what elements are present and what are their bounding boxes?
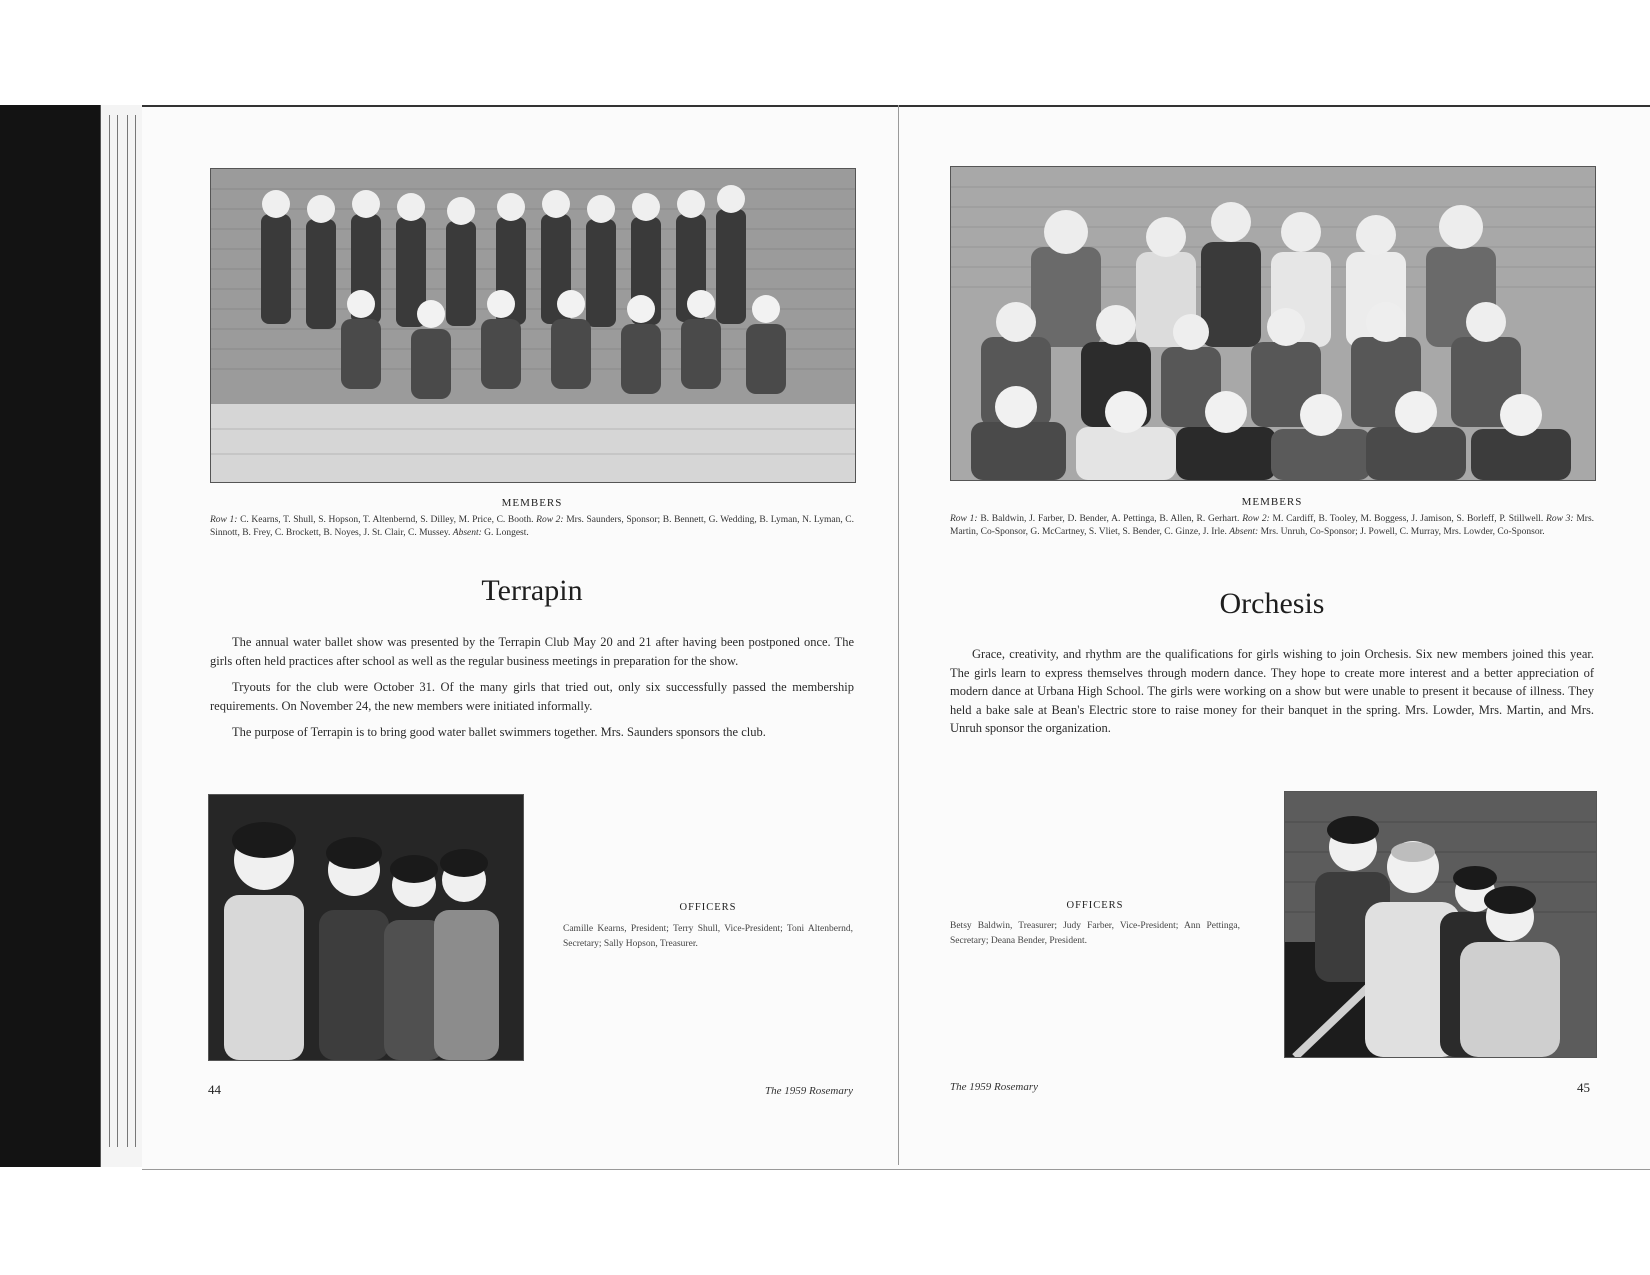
row3-label: Row 3: (1546, 514, 1574, 524)
row1-label: Row 1: (210, 515, 238, 525)
terrapin-title: Terrapin (481, 574, 583, 607)
absent-label: Absent: (452, 528, 482, 538)
row2-names: Mrs. Saunders, Sponsor; B. Bennett, G. Wedding, B. Lyman, N. Lyman, C. Sinnott, B. Frey, C. Brockett, B. Noyes, J. St. Clair, C. Mussey. (210, 515, 855, 538)
orchesis-officers-photo (1284, 791, 1597, 1058)
orchesis-officers-list: Betsy Baldwin, Treasurer; Judy Farber, Vice-President; Ann Pettinga, Secretary; Deana Bender, President. (950, 921, 1240, 946)
orchesis-body (950, 645, 1594, 746)
row1-names: B. Baldwin, J. Farber, D. Bender, A. Pettinga, B. Allen, R. Gerhart. (980, 514, 1240, 524)
orchesis-title: Orchesis (1219, 587, 1325, 620)
row1-label: Row 1: (950, 514, 978, 524)
right-running-footer: The 1959 Rosemary (950, 1081, 1038, 1093)
terrapin-body (210, 633, 854, 750)
terrapin-members-heading: MEMBERS (501, 497, 563, 509)
row2-label: Row 2: (1242, 514, 1270, 524)
terrapin-officers-heading: OFFICERS (679, 902, 737, 913)
terrapin-group-photo (210, 168, 856, 483)
row2-label: Row 2: (536, 515, 564, 525)
terrapin-officers-photo (208, 794, 524, 1061)
orchesis-paragraph-1: Grace, creativity, and rhythm are the qualifications for girls wishing to join Orchesis. Six new members joined this year. The girls learn to express themselves through modern dance. They hope to create more interest and a better appreciation of modern dance at Urbana High School. The girls were working on a show but were unable to present it because of illness. They held a bake sale at Bean's Electric store to raise money for their banquet in the spring. Mrs. Lowder, Mrs. Martin, and Mrs. Unruh sponsor the organization. (950, 647, 1594, 735)
orchesis-group-photo (950, 166, 1596, 481)
row1-names: C. Kearns, T. Shull, S. Hopson, T. Altenbernd, S. Dilley, M. Price, C. Booth. (240, 515, 534, 525)
absent-label: Absent: (1229, 527, 1259, 537)
orchesis-members-list (950, 513, 1594, 539)
right-page-number: 45 (1577, 1080, 1590, 1095)
scan-background (0, 105, 110, 1167)
absent-names: Mrs. Unruh, Co-Sponsor; J. Powell, C. Murray, Mrs. Lowder, Co-Sponsor. (1260, 527, 1545, 537)
left-page-number: 44 (208, 1082, 221, 1097)
terrapin-members-list (210, 514, 854, 540)
absent-names: G. Longest. (484, 528, 529, 538)
orchesis-members-heading: MEMBERS (1241, 496, 1303, 508)
terrapin-paragraph-3: The purpose of Terrapin is to bring good water ballet swimmers together. Mrs. Saunders sponsors the club. (232, 725, 766, 739)
gutter (898, 105, 899, 1165)
row2-names: M. Cardiff, B. Tooley, M. Boggess, J. Jamison, S. Borleff, P. Stillwell. (1272, 514, 1544, 524)
terrapin-paragraph-1: The annual water ballet show was presented by the Terrapin Club May 20 and 21 after having been postponed once. The girls often held practices after school as well as the regular business meetings in preparation for the show. (210, 635, 854, 668)
left-running-footer: The 1959 Rosemary (765, 1085, 853, 1097)
row3-names: Mrs. Martin, Co-Sponsor, G. McCartney, S. Vliet, S. Bender, C. Ginze, J. Irle. (950, 514, 1595, 537)
terrapin-officers-list: Camille Kearns, President; Terry Shull, Vice-President; Toni Altenbernd, Secretary; Sally Hopson, Treasurer. (563, 924, 853, 949)
terrapin-paragraph-2: Tryouts for the club were October 31. Of the many girls that tried out, only six successfully passed the membership requirements. On November 24, the new members were initiated informally. (210, 680, 854, 713)
orchesis-officers-heading: OFFICERS (1066, 900, 1124, 911)
